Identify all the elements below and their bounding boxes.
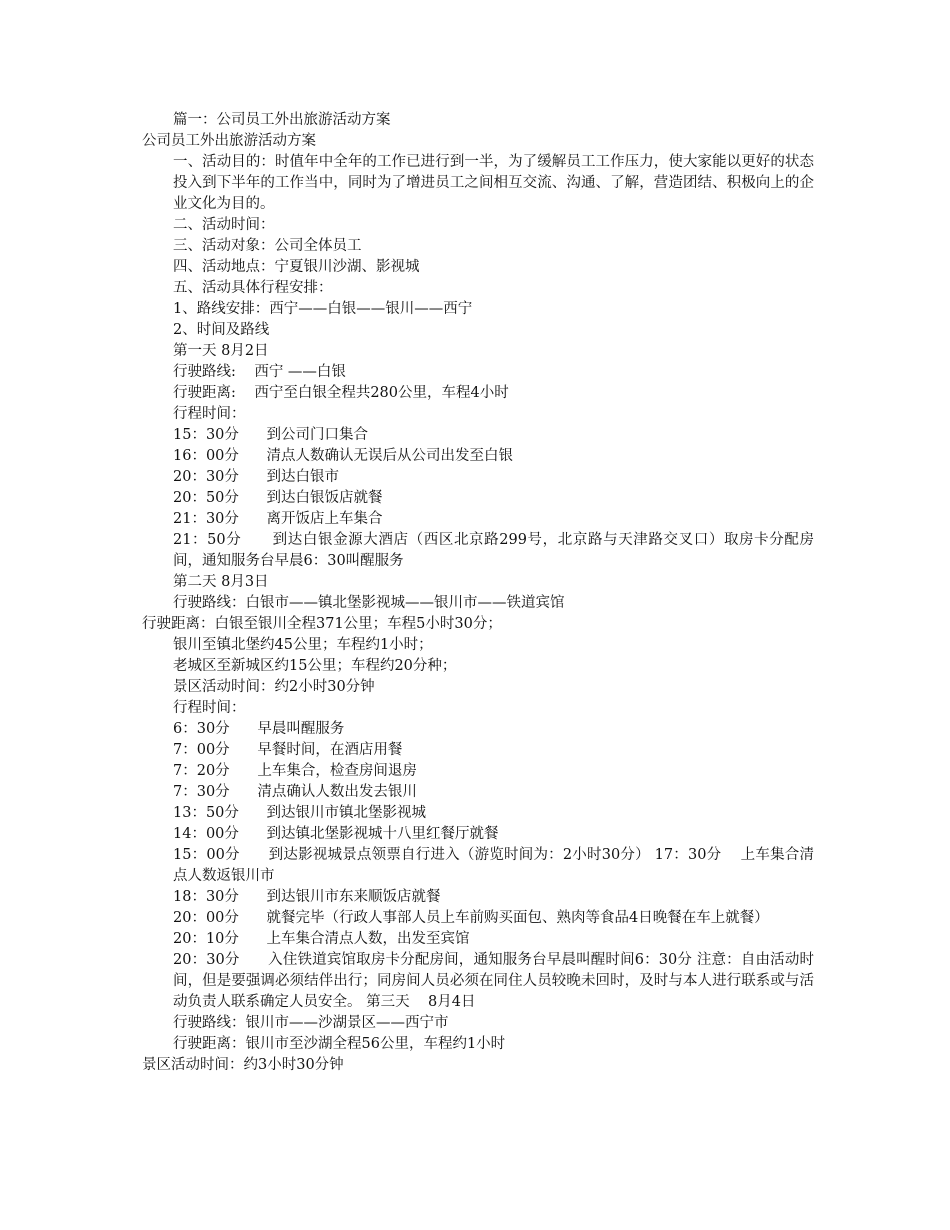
paragraph: 景区活动时间：约3小时30分钟 [142,1057,344,1073]
document-title: 公司员工外出旅游活动方案 [142,133,316,149]
paragraph: 老城区至新城区约15公里；车程约20分种； [173,658,457,674]
paragraph: 第二天 8月3日 [173,574,269,590]
paragraph: 20：30分 到达白银市 [173,469,340,485]
paragraph: 二、活动时间： [173,217,275,233]
paragraph: 一、活动目的：时值年中全年的工作已进行到一半，为了缓解员工工作压力，使大家能以更好的状态投入到下半年的工作当中，同时为了增进员工之间相互交流、沟通、了解，营造团结、积极向上的企业文化为目的。 [173,154,814,212]
paragraph: 20：10分 上车集合清点人数，出发至宾馆 [173,931,470,947]
paragraph: 15：00分 到达影视城景点领票自行进入（游览时间为：2小时30分） 17：30分 上车集合清点人数返银川市 [173,847,814,884]
paragraph: 景区活动时间：约2小时30分钟 [173,679,375,695]
paragraph: 7：20分 上车集合，检查房间退房 [173,763,417,779]
paragraph: 行驶路线：银川市——沙湖景区——西宁市 [173,1015,449,1031]
paragraph: 16：00分 清点人数确认无误后从公司出发至白银 [173,448,514,464]
document-body [142,152,814,1076]
paragraph: 银川至镇北堡约45公里；车程约1小时； [173,637,433,653]
paragraph: 21：50分 到达白银金源大酒店（西区北京路299号，北京路与天津路交叉口）取房卡分配房间，通知服务台早晨6：30叫醒服务 [173,532,814,569]
paragraph: 7：00分 早餐时间，在酒店用餐 [173,742,403,758]
paragraph: 第一天 8月2日 [173,343,269,359]
paragraph: 1、路线安排：西宁——白银——银川——西宁 [173,301,473,317]
paragraph: 行程时间： [173,406,246,422]
paragraph: 21：30分 离开饭店上车集合 [173,511,383,527]
paragraph: 18：30分 到达银川市东来顺饭店就餐 [173,889,441,905]
paragraph: 行程时间： [173,700,246,716]
paragraph: 13：50分 到达银川市镇北堡影视城 [173,805,427,821]
paragraph: 五、活动具体行程安排： [173,280,333,296]
paragraph: 四、活动地点：宁夏银川沙湖、影视城 [173,259,420,275]
paragraph: 行驶路线：白银市——镇北堡影视城——银川市——铁道宾馆 [173,595,565,611]
paragraph: 行驶路线: 西宁 ——白银 [173,364,346,380]
paragraph: 6：30分 早晨叫醒服务 [173,721,345,737]
paragraph: 20：30分 入住铁道宾馆取房卡分配房间，通知服务台早晨叫醒时间6：30分 注意：自由活动时间，但是要强调必须结伴出行；同房间人员必须在同住人员较晚未回时，及时与本人进行联系或与活动负责人联系确定人员安全。 第三天 8月4日 [173,952,814,1010]
paragraph: 15：30分 到公司门口集合 [173,427,369,443]
document-heading: 篇一：公司员工外出旅游活动方案 [173,112,391,128]
paragraph: 三、活动对象：公司全体员工 [173,238,362,254]
paragraph: 行驶距离：白银至银川全程371公里；车程5小时30分； [142,616,502,632]
paragraph: 14：00分 到达镇北堡影视城十八里红餐厅就餐 [173,826,499,842]
paragraph: 行驶距离：银川市至沙湖全程56公里，车程约1小时 [173,1036,506,1052]
paragraph: 7：30分 清点确认人数出发去银川 [173,784,417,800]
document-page [142,110,814,1076]
paragraph: 20：00分 就餐完毕（行政人事部人员上车前购买面包、熟肉等食品4日晚餐在车上就餐） [173,910,769,926]
paragraph: 2、时间及路线 [173,322,270,338]
paragraph: 20：50分 到达白银饭店就餐 [173,490,383,506]
paragraph: 行驶距离: 西宁至白银全程共280公里，车程4小时 [173,385,509,401]
